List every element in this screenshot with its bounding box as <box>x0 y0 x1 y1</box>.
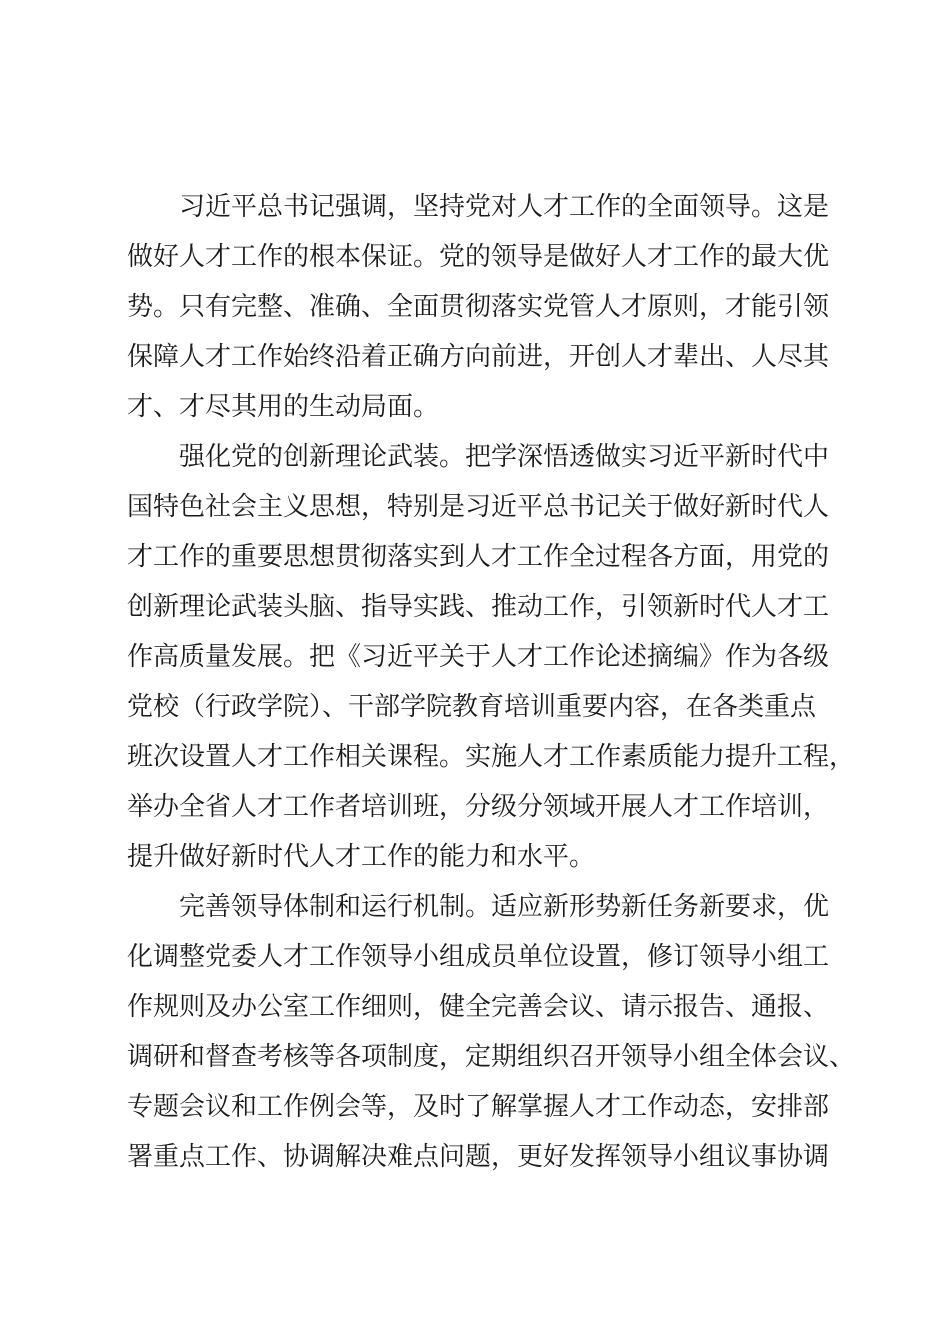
paragraph-3 <box>127 882 856 1182</box>
text-line: 化调整党委人才工作领导小组成员单位设置，修订领导小组工 <box>127 942 830 972</box>
document-body <box>127 182 856 1182</box>
text-line: 才工作的重要思想贯彻落实到人才工作全过程各方面，用党的 <box>127 542 830 572</box>
text-line: 习近平总书记强调，坚持党对人才工作的全面领导。这是 <box>179 192 830 222</box>
text-line: 提升做好新时代人才工作的能力和水平。 <box>127 842 596 872</box>
text-line: 完善领导体制和运行机制。适应新形势新任务新要求，优 <box>179 892 830 922</box>
text-line: 国特色社会主义思想，特别是习近平总书记关于做好新时代人 <box>127 492 830 522</box>
paragraph-2 <box>127 432 856 882</box>
text-line: 署重点工作、协调解决难点问题，更好发挥领导小组议事协调 <box>127 1142 830 1172</box>
text-line: 调研和督查考核等各项制度，定期组织召开领导小组全体会议、 <box>127 1042 856 1072</box>
text-line: 才、才尽其用的生动局面。 <box>127 392 440 422</box>
text-line: 作高质量发展。把《习近平关于人才工作论述摘编》作为各级 <box>127 642 830 672</box>
text-line: 保障人才工作始终沿着正确方向前进，开创人才辈出、人尽其 <box>127 342 830 372</box>
text-line: 专题会议和工作例会等，及时了解掌握人才工作动态，安排部 <box>127 1092 830 1122</box>
text-line: 势。只有完整、准确、全面贯彻落实党管人才原则，才能引领 <box>127 292 830 322</box>
text-line: 强化党的创新理论武装。把学深悟透做实习近平新时代中 <box>179 442 830 472</box>
text-line: 党校（行政学院）、干部学院教育培训重要内容，在各类重点 <box>127 692 817 722</box>
text-line: 创新理论武装头脑、指导实践、推动工作，引领新时代人才工 <box>127 592 830 622</box>
text-line: 举办全省人才工作者培训班，分级分领域开展人才工作培训， <box>127 792 830 822</box>
text-line: 做好人才工作的根本保证。党的领导是做好人才工作的最大优 <box>127 242 830 272</box>
text-line: 作规则及办公室工作细则，健全完善会议、请示报告、通报、 <box>127 992 830 1022</box>
text-line: 班次设置人才工作相关课程。实施人才工作素质能力提升工程， <box>127 742 856 772</box>
paragraph-1 <box>127 182 847 432</box>
